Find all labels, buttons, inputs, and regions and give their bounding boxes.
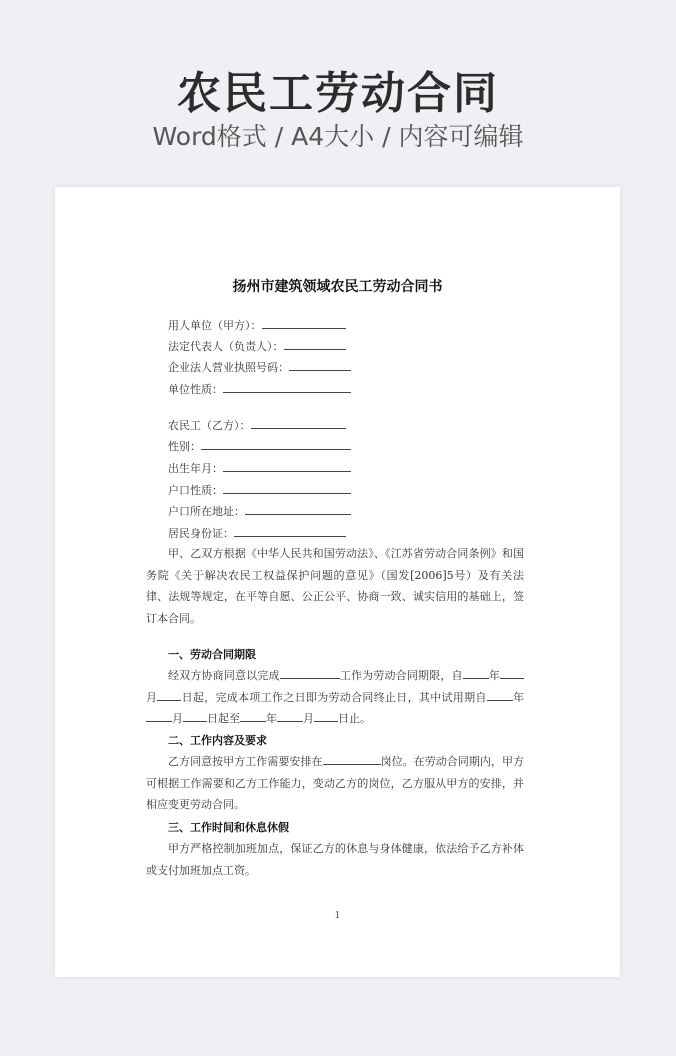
blank [500,667,524,679]
banner-title: 农民工劳动合同 [177,68,499,119]
field-blank [223,482,351,494]
section2-heading: 二、工作内容及要求 [168,734,267,747]
field-blank [223,460,351,472]
field-blank [201,438,351,450]
text: 年 [488,669,501,682]
blank [487,689,513,701]
blank [280,667,340,679]
blank [463,667,489,679]
text: 岗位。在劳动合同期内，甲方可根据工作需要和乙方工作能力，变动乙方的岗位，乙方服从甲方的安排，并相应变更劳动合同。 [146,755,525,812]
field-label: 性别： [168,440,201,453]
document-page [55,187,620,977]
field-label: 单位性质： [168,383,223,396]
text: 年 [266,712,277,726]
license-number-field [168,359,351,376]
field-label: 农民工（乙方）： [168,419,251,432]
section3-paragraph: 甲方严格控制加班加点，保证乙方的休息与身体健康，依法给予乙方补体或支付加班加点工资。 [146,842,524,877]
section1-paragraph [146,665,524,730]
blank [240,710,266,722]
page-number: 1 [334,911,341,921]
blank [277,710,303,722]
blank [146,710,172,722]
field-blank [251,417,346,429]
field-label: 出生年月： [168,462,223,475]
field-label: 户口性质： [168,484,223,497]
worker-field [168,417,346,434]
field-blank [223,381,351,393]
text: 年 [512,690,525,704]
employer-field [168,317,346,334]
unit-nature-field [168,381,351,398]
text: 月 [172,712,183,726]
field-blank [262,317,346,329]
section3-heading: 三、工作时间和休息休假 [168,821,289,834]
blank [323,753,381,765]
id-card-field [168,525,346,542]
text: 乙方同意按甲方工作需要安排在 [168,755,323,768]
field-label: 居民身份证： [168,527,234,540]
text: 工作为劳动合同期限，自 [339,669,463,682]
section2-paragraph [146,751,524,816]
birth-date-field [168,460,351,477]
banner-subtitle: Word格式 / A4大小 / 内容可编辑 [152,122,524,151]
document-title: 扬州市建筑领域农民工劳动合同书 [232,279,443,295]
field-label: 户口所在地址： [168,505,245,518]
field-label: 法定代表人（负责人）： [168,340,284,353]
intro-paragraph: 甲、乙双方根据《中华人民共和国劳动法》、《江苏省劳动合同条例》和国务院《关于解决农民工权益保护问题的意见》（国发[2006]5号）及有关法律、法规等规定，在平等自愿、公正公平、协商一致、诚实信用的基础上，签订本合同。 [146,547,524,626]
text: 日止。 [338,712,371,726]
blank [157,689,181,701]
field-blank [234,525,346,537]
household-address-field [168,503,351,520]
field-blank [284,338,346,350]
text: 月 [303,712,314,726]
blank [183,710,207,722]
gender-field [168,438,351,455]
field-label: 企业法人营业执照号码： [168,361,289,374]
field-label: 用人单位（甲方）： [168,319,262,332]
text: 经双方协商同意以完成 [168,669,280,682]
text: 日起，完成本项工作之日即为劳动合同终止日，其中试用期自 [181,690,487,704]
text: 日起至 [207,712,240,726]
text: 月 [146,690,158,704]
field-blank [289,359,351,371]
household-type-field [168,482,351,499]
blank [314,710,338,722]
field-blank [245,503,351,515]
legal-rep-field [168,338,346,355]
section1-heading: 一、劳动合同期限 [168,648,256,661]
